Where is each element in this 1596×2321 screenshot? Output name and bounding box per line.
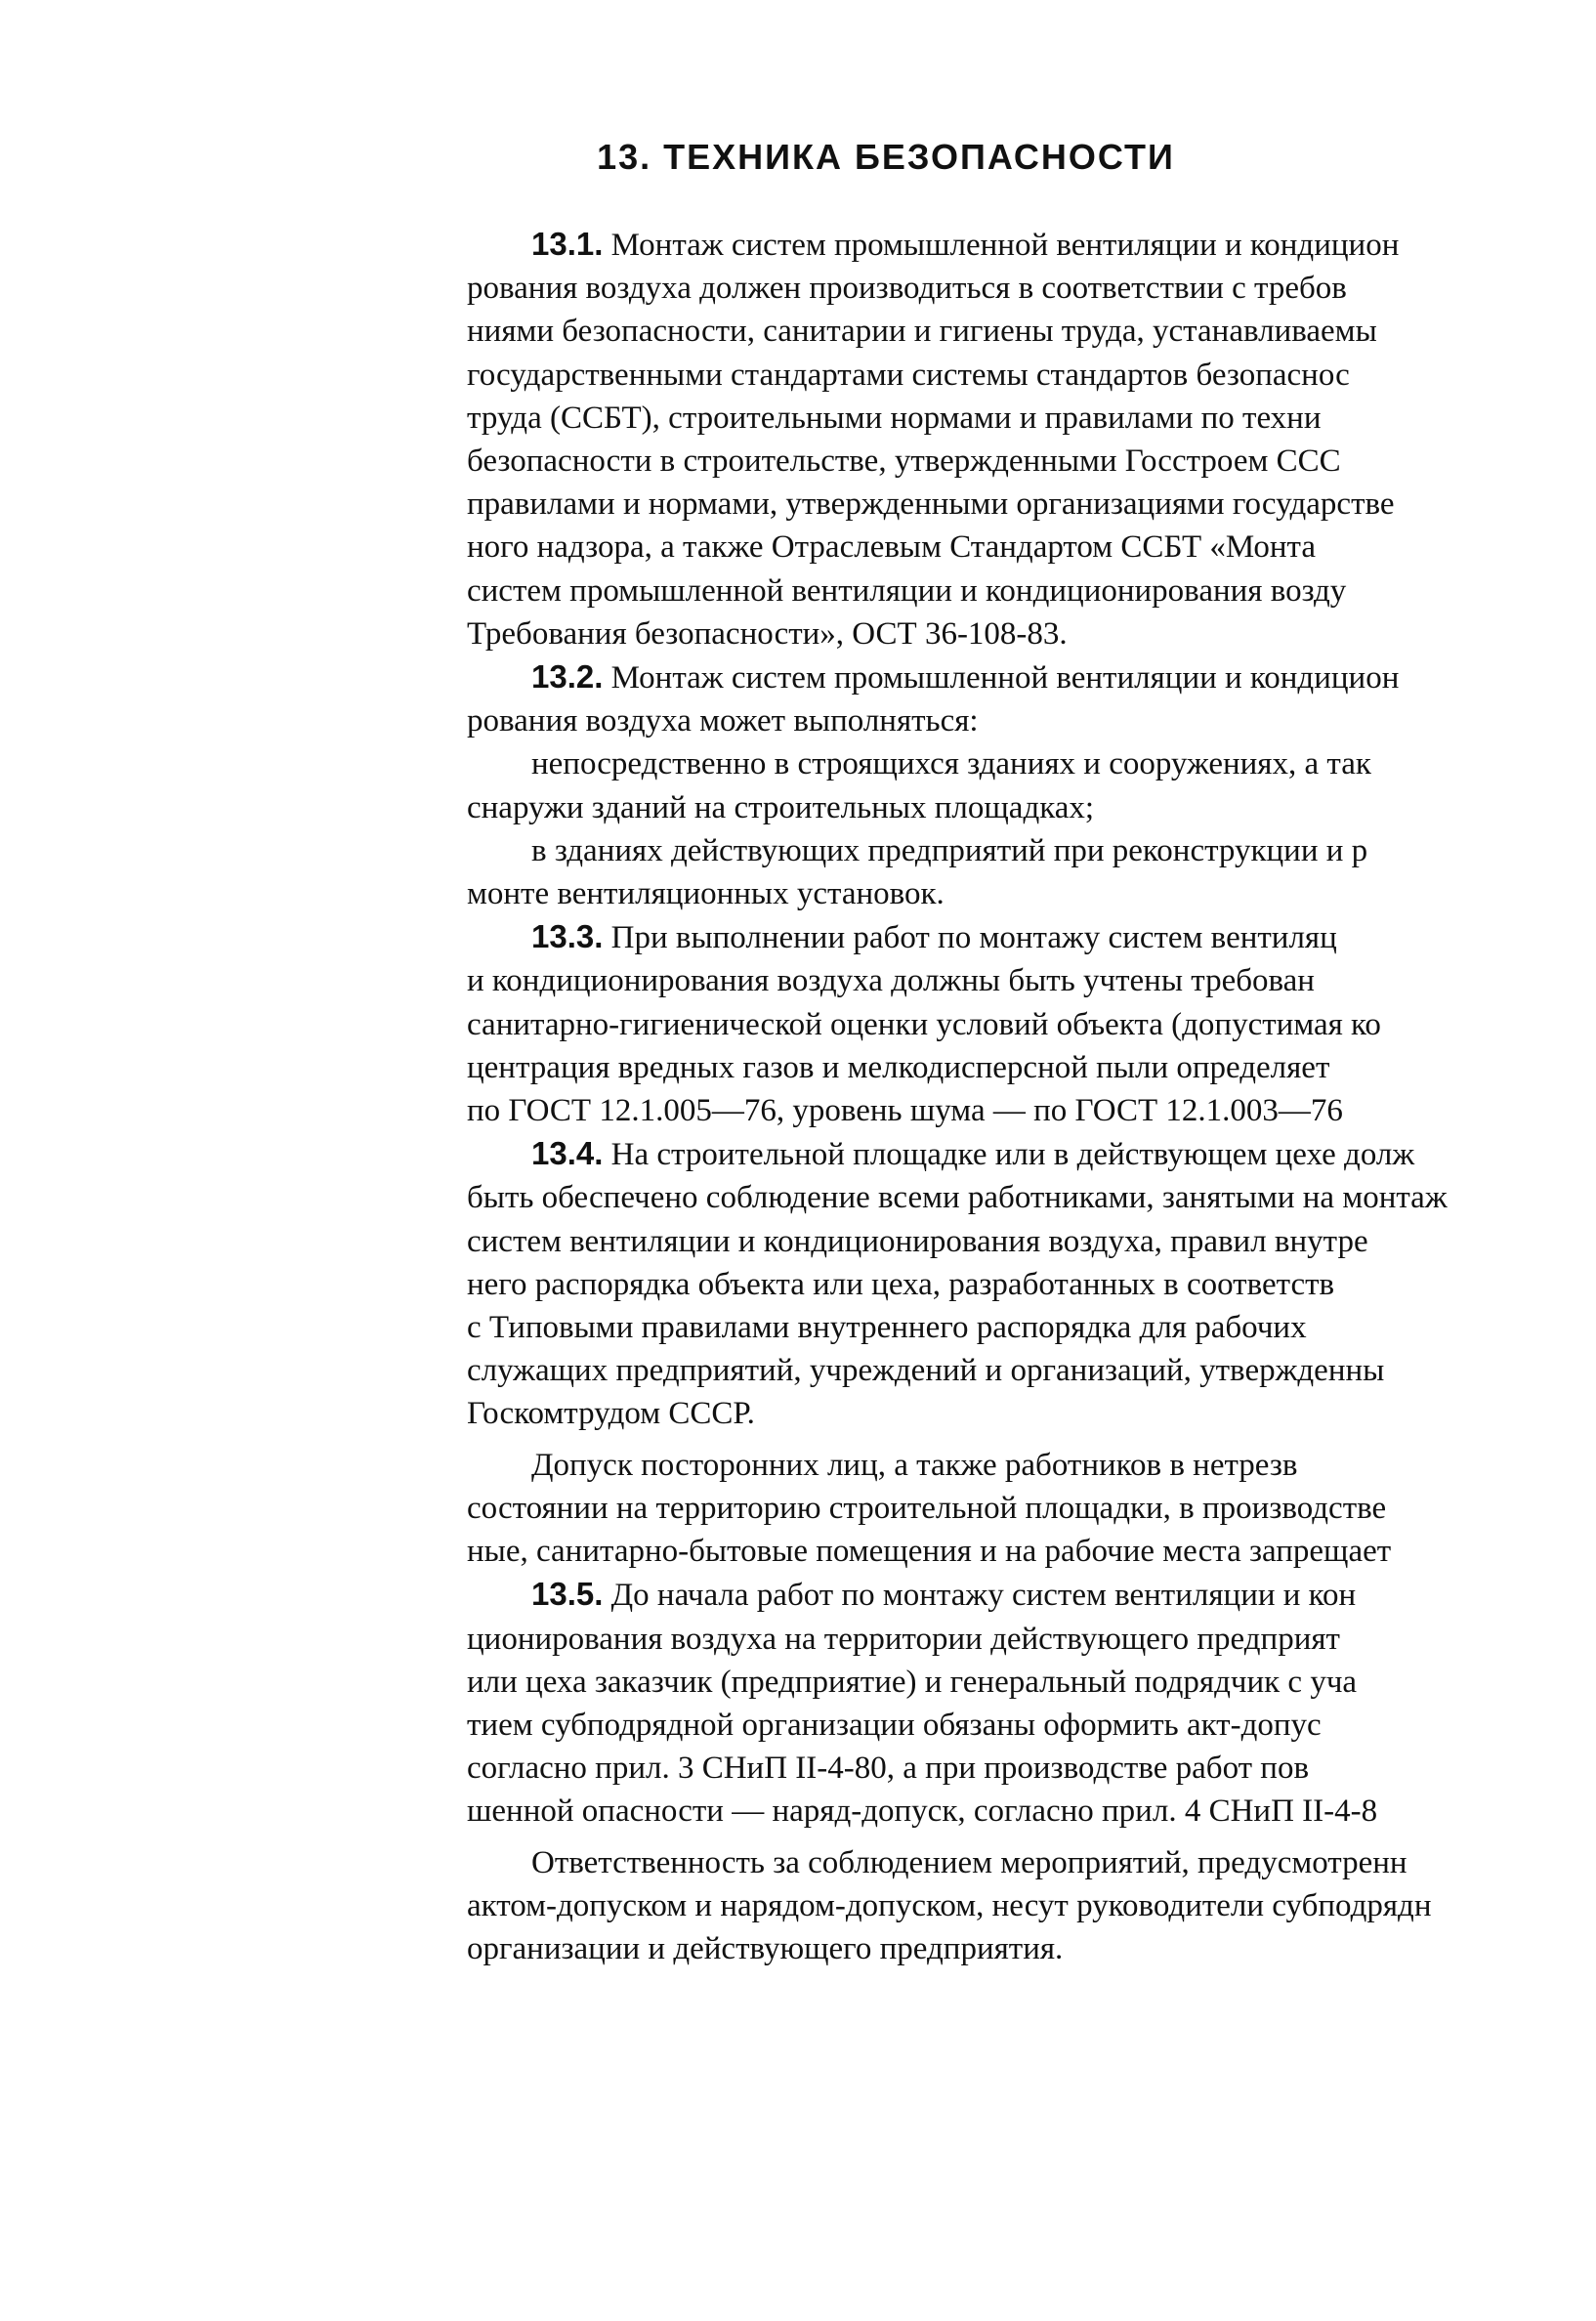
text-line: Требования безопасности», ОСТ 36-108-83. xyxy=(467,615,1068,652)
text-line: санитарно-гигиенической оценки условий объекта (допустимая ко xyxy=(467,1006,1381,1042)
paragraph-list-item-2 xyxy=(467,829,1590,915)
paragraph-13-3 xyxy=(467,915,1590,1132)
line-text: При выполнении работ по монтажу систем вентиляц xyxy=(610,920,1337,956)
paragraph-spacer xyxy=(467,1834,1590,1841)
text-line: монте вентиляционных установок. xyxy=(467,876,945,912)
text-line: систем вентиляции и кондиционирования воздуха, правил внутре xyxy=(467,1223,1368,1259)
text-line xyxy=(467,655,1590,699)
text-line: Госкомтрудом СССР. xyxy=(467,1396,755,1432)
paragraph-access xyxy=(467,1444,1590,1574)
text-line: с Типовыми правилами внутреннего распорядка для рабочих xyxy=(467,1310,1307,1346)
text-line: в зданиях действующих предприятий при реконструкции и р xyxy=(531,832,1368,868)
text-line: организации и действующего предприятия. xyxy=(467,1930,1064,1966)
text-line xyxy=(467,1132,1590,1176)
paragraph-number: 13.3. xyxy=(531,918,604,955)
text-line: быть обеспечено соблюдение всеми работниками, занятыми на монтаж xyxy=(467,1180,1448,1216)
text-line: систем промышленной вентиляции и кондиционирования возду xyxy=(467,572,1347,609)
text-line: него распорядка объекта или цеха, разработанных в соответств xyxy=(467,1266,1335,1302)
text-line: ционирования воздуха на территории действующего предприят xyxy=(467,1621,1340,1657)
text-line: и кондиционирования воздуха должны быть учтены требован xyxy=(467,963,1315,999)
line-text: Монтаж систем промышленной вентиляции и кондицион xyxy=(610,660,1400,696)
line-text: Монтаж систем промышленной вентиляции и кондицион xyxy=(610,228,1400,263)
text-line: правилами и нормами, утвержденными организациями государстве xyxy=(467,486,1395,523)
text-line: центрация вредных газов и мелкодисперсной пыли определяет xyxy=(467,1049,1330,1085)
text-line: по ГОСТ 12.1.005—76, уровень шума — по ГОСТ 12.1.003—76 xyxy=(467,1093,1343,1129)
text-line: ного надзора, а также Отраслевым Стандартом ССБТ «Монта xyxy=(467,529,1317,566)
text-line: тием субподрядной организации обязаны оформить акт-допус xyxy=(467,1707,1322,1743)
text-line: ные, санитарно-бытовые помещения и на рабочие места запрещает xyxy=(467,1534,1392,1570)
section-body xyxy=(467,223,1590,1970)
text-line: Допуск посторонних лиц, а также работников в нетрезв xyxy=(531,1447,1298,1483)
paragraph-number: 13.2. xyxy=(531,658,604,696)
paragraph-number: 13.5. xyxy=(531,1576,604,1613)
text-line: рования воздуха может выполняться: xyxy=(467,703,979,739)
text-line: государственными стандартами системы стандартов безопаснос xyxy=(467,357,1350,393)
paragraph-13-2 xyxy=(467,655,1590,742)
text-line: Ответственность за соблюдением мероприятий, предусмотренн xyxy=(531,1844,1407,1880)
text-line: актом-допуском и нарядом-допуском, несут руководители субподрядн xyxy=(467,1887,1432,1923)
line-text: До начала работ по монтажу систем вентиляции и кон xyxy=(610,1578,1357,1614)
text-line: согласно прил. 3 СНиП II-4-80, а при производстве работ пов xyxy=(467,1751,1310,1787)
text-line: рования воздуха должен производиться в соответствии с требов xyxy=(467,271,1347,307)
paragraph-list-item-1 xyxy=(467,742,1590,828)
paragraph-spacer xyxy=(467,1436,1590,1444)
section-title: 13. ТЕХНИКА БЕЗОПАСНОСТИ xyxy=(597,137,1175,177)
text-line: безопасности в строительстве, утвержденными Госстроем ССС xyxy=(467,443,1341,480)
text-line xyxy=(467,223,1590,267)
text-line: или цеха заказчик (предприятие) и генеральный подрядчик с уча xyxy=(467,1664,1358,1700)
paragraph-number: 13.1. xyxy=(531,226,604,262)
text-line: труда (ССБТ), строительными нормами и правилами по техни xyxy=(467,400,1322,436)
text-line: ниями безопасности, санитарии и гигиены труда, устанавливаемы xyxy=(467,314,1377,350)
text-line: состоянии на территорию строительной площадки, в производстве xyxy=(467,1490,1387,1526)
paragraph-responsibility xyxy=(467,1841,1590,1971)
line-text: На строительной площадке или в действующем цехе долж xyxy=(610,1137,1415,1173)
text-line xyxy=(467,915,1590,959)
text-line: шенной опасности — наряд-допуск, согласно прил. 4 СНиП II-4-8 xyxy=(467,1794,1378,1830)
paragraph-13-1 xyxy=(467,223,1590,655)
paragraph-13-5 xyxy=(467,1573,1590,1833)
paragraph-13-4 xyxy=(467,1132,1590,1435)
text-line: служащих предприятий, учреждений и организаций, утвержденны xyxy=(467,1353,1385,1389)
text-line: снаружи зданий на строительных площадках; xyxy=(467,789,1095,825)
text-line xyxy=(467,1573,1590,1617)
text-line: непосредственно в строящихся зданиях и сооружениях, а так xyxy=(531,746,1371,782)
paragraph-number: 13.4. xyxy=(531,1135,604,1172)
